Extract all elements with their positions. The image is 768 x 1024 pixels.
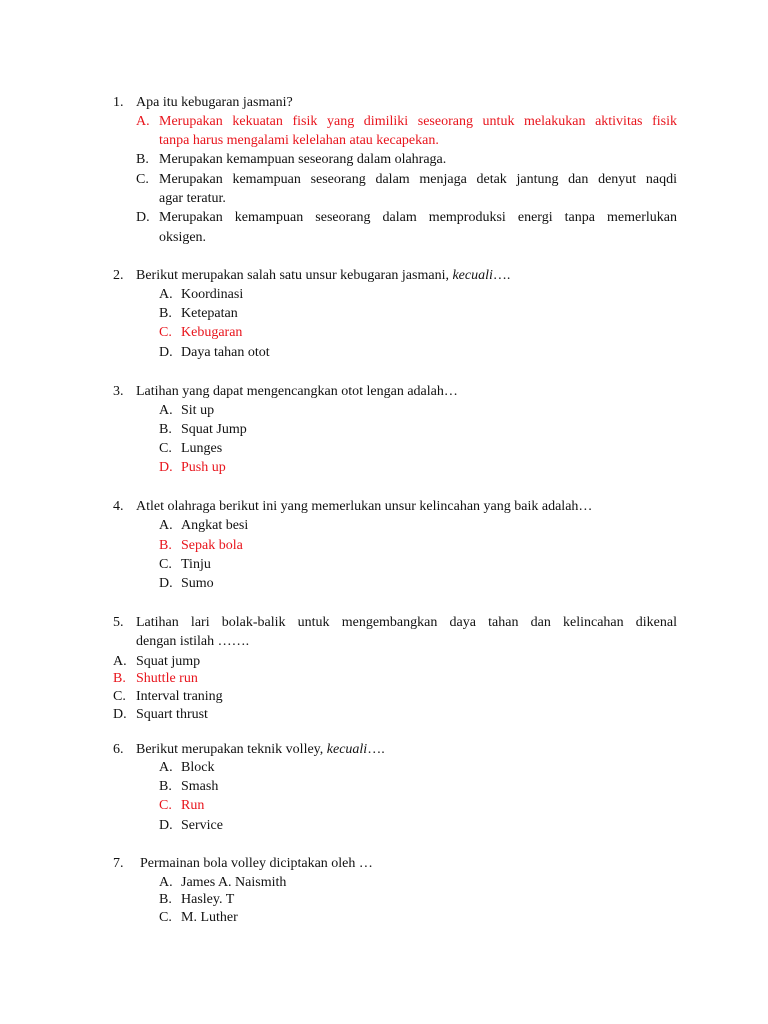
option-text: Sumo <box>181 576 214 591</box>
option-text: Tinju <box>181 557 211 572</box>
question-number: 6. <box>113 742 124 757</box>
option-text: Smash <box>181 779 219 794</box>
option-text: Shuttle run <box>136 671 198 686</box>
option-text: Lunges <box>181 441 223 456</box>
question-number: 1. <box>113 95 124 110</box>
option-text: Squart thrust <box>136 707 208 722</box>
option-text: Interval traning <box>136 689 223 704</box>
option-text: Squat Jump <box>181 422 247 437</box>
option-letter: A. <box>136 114 150 129</box>
option-letter: B. <box>159 422 172 437</box>
option-text: Angkat besi <box>181 518 249 533</box>
option-text: Merupakan kemampuan seseorang dalam menjaga detak jantung dan denyut naqdi <box>159 172 677 187</box>
option-letter: B. <box>159 306 172 321</box>
option-text: Merupakan kemampuan seseorang dalam olahraga. <box>159 152 447 167</box>
question-text: Latihan lari bolak-balik untuk mengembangkan daya tahan dan kelincahan dikenal <box>136 615 677 630</box>
option-letter: B. <box>159 779 172 794</box>
option-text: agar teratur. <box>159 191 226 206</box>
option-letter: B. <box>159 892 172 907</box>
question-number: 4. <box>113 499 124 514</box>
option-letter: D. <box>113 707 127 722</box>
option-letter: C. <box>159 798 172 813</box>
question-text: Latihan yang dapat mengencangkan otot lengan adalah… <box>136 384 458 399</box>
option-letter: D. <box>159 576 173 591</box>
option-letter: A. <box>113 654 127 669</box>
option-letter: C. <box>159 910 172 925</box>
question-text: Apa itu kebugaran jasmani? <box>136 95 293 110</box>
option-letter: D. <box>159 818 173 833</box>
question-text: Berikut merupakan teknik volley, kecuali…. <box>136 742 385 757</box>
question-number: 2. <box>113 268 124 283</box>
option-letter: D. <box>136 210 150 225</box>
question-number: 3. <box>113 384 124 399</box>
option-letter: A. <box>159 518 173 533</box>
question-text: dengan istilah ……. <box>136 634 250 649</box>
question-text: Atlet olahraga berikut ini yang memerlukan unsur kelincahan yang baik adalah… <box>136 499 593 514</box>
question-number: 5. <box>113 615 124 630</box>
option-text: tanpa harus mengalami kelelahan atau kecapekan. <box>159 133 439 148</box>
option-text: Hasley. T <box>181 892 235 907</box>
option-letter: A. <box>159 760 173 775</box>
option-letter: B. <box>136 152 149 167</box>
option-text: Sepak bola <box>181 538 243 553</box>
option-letter: A. <box>159 403 173 418</box>
option-text: Run <box>181 798 205 813</box>
option-letter: B. <box>113 671 126 686</box>
option-text: Service <box>181 818 223 833</box>
option-text: Daya tahan otot <box>181 345 270 360</box>
option-letter: C. <box>159 557 172 572</box>
option-text: Merupakan kekuatan fisik yang dimiliki seseorang untuk melakukan aktivitas fisik <box>159 114 677 129</box>
option-text: Kebugaran <box>181 325 243 340</box>
option-letter: C. <box>136 172 149 187</box>
option-text: Sit up <box>181 403 215 418</box>
option-text: Merupakan kemampuan seseorang dalam memproduksi energi tanpa memerlukan <box>159 210 677 225</box>
option-letter: D. <box>159 345 173 360</box>
option-text: Koordinasi <box>181 287 244 302</box>
option-letter: A. <box>159 875 173 890</box>
option-text: James A. Naismith <box>181 875 287 890</box>
option-text: Push up <box>181 460 226 475</box>
option-letter: B. <box>159 538 172 553</box>
option-letter: C. <box>159 441 172 456</box>
option-text: Block <box>181 760 215 775</box>
option-letter: D. <box>159 460 173 475</box>
option-letter: A. <box>159 287 173 302</box>
option-text: oksigen. <box>159 230 207 245</box>
option-text: M. Luther <box>181 910 238 925</box>
question-number: 7. <box>113 856 124 871</box>
option-letter: C. <box>113 689 126 704</box>
question-text: Permainan bola volley diciptakan oleh … <box>140 856 373 871</box>
question-text: Berikut merupakan salah satu unsur kebugaran jasmani, kecuali…. <box>136 268 511 283</box>
option-text: Ketepatan <box>181 306 238 321</box>
option-letter: C. <box>159 325 172 340</box>
option-text: Squat jump <box>136 654 201 669</box>
